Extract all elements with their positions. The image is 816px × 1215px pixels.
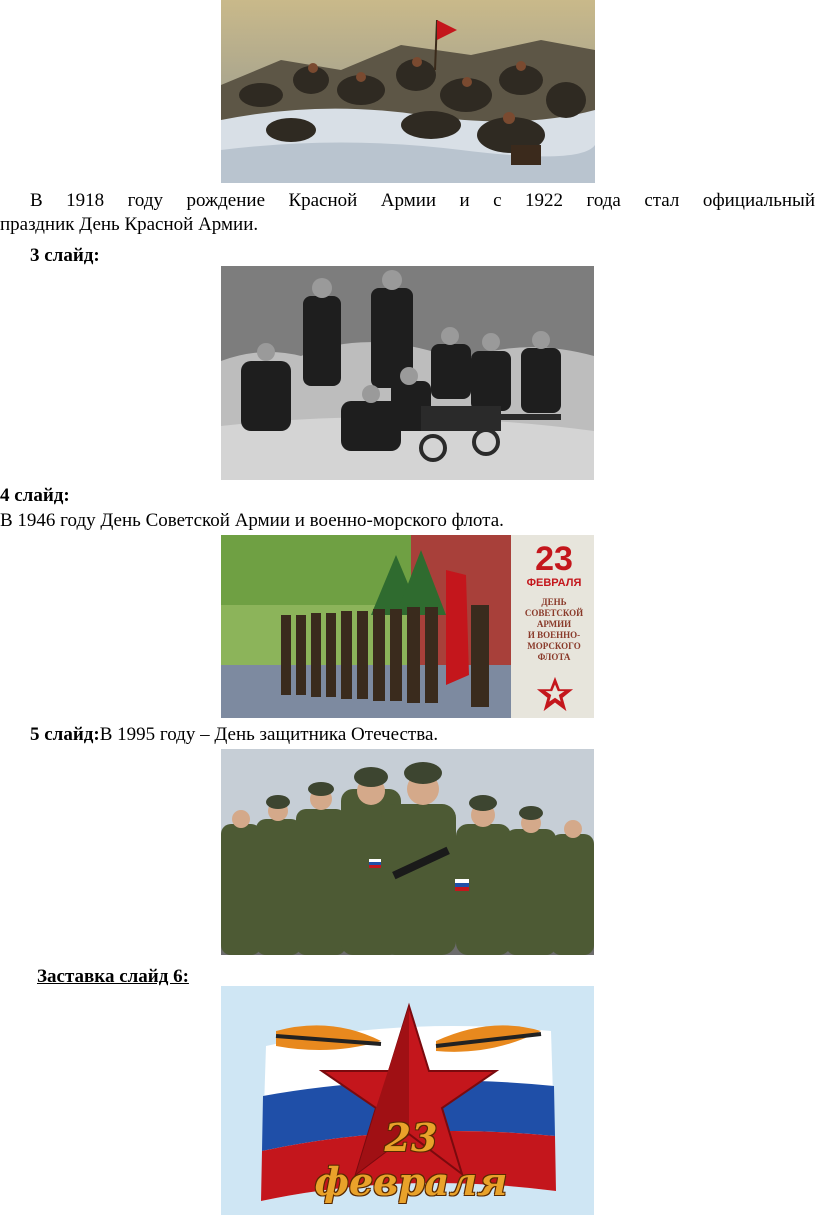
slide-4-label: 4 слайд:	[0, 485, 70, 506]
poster-caption-line: И ВОЕННО-	[527, 630, 581, 640]
poster-date-month: ФЕВРАЛЯ	[526, 577, 582, 589]
paragraph-soviet-army-1946: В 1946 году День Советской Армии и военно-морского флота.	[0, 510, 504, 531]
paragraph-line: В 1918 году рождение Красной Армии и с 1922 года стал официальный	[30, 190, 815, 211]
poster-caption-line: МОРСКОГО	[527, 641, 581, 651]
slide-6-label: Заставка слайд 6:	[37, 966, 189, 987]
poster-caption-line: ФЛОТА	[537, 652, 571, 662]
poster-caption	[514, 597, 594, 663]
paragraph-red-army-1918	[30, 189, 815, 213]
poster-caption-line: СОВЕТСКОЙ	[524, 608, 584, 618]
card-23-february	[221, 986, 594, 1215]
slide-3-label: 3 слайд:	[30, 245, 100, 266]
poster-soviet-army-day	[221, 535, 594, 718]
card-23-february-text: 23 февраля	[314, 1115, 508, 1204]
photo-modern-soldiers	[221, 749, 594, 955]
poster-caption-line: АРМИИ	[536, 619, 572, 629]
paragraph-red-army-1918-line2: праздник День Красной Армии.	[0, 214, 259, 235]
photo-soldiers-machine-gun	[221, 266, 594, 480]
slide-5-text: В 1995 году – День защитника Отечества.	[99, 724, 439, 745]
star-hammer-sickle-icon	[536, 675, 574, 713]
slide-5-line	[30, 723, 438, 747]
poster-date-number: 23	[535, 540, 573, 578]
painting-red-army-battle	[221, 0, 595, 183]
slide-5-label: 5 слайд:	[30, 724, 100, 745]
poster-caption-line: ДЕНЬ	[541, 597, 567, 607]
